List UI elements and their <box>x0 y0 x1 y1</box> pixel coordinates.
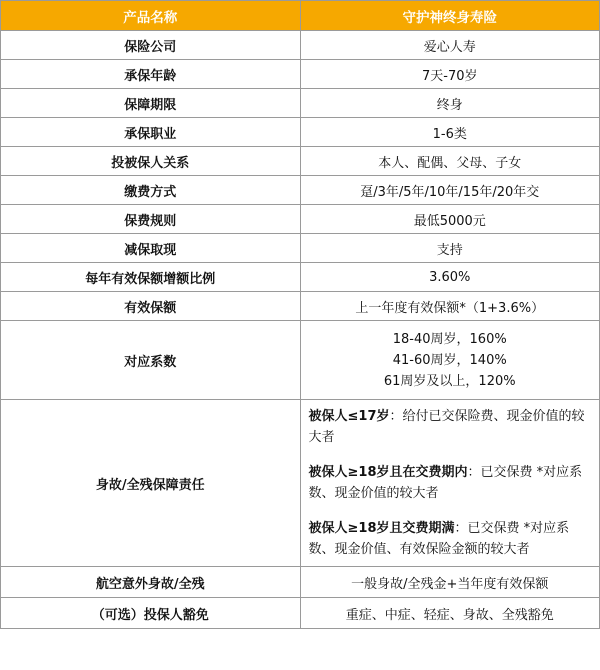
header-label-cell: 产品名称 <box>1 1 301 31</box>
row-label-air-accident: 航空意外身故/全残 <box>1 567 301 598</box>
row-label-occupation: 承保职业 <box>1 118 301 147</box>
row-label-insurer: 保险公司 <box>1 31 301 60</box>
table-row <box>1 400 600 567</box>
row-label-relationship: 投被保人关系 <box>1 147 301 176</box>
row-label-term: 保障期限 <box>1 89 301 118</box>
row-value-growth-rate: 3.60% <box>300 263 600 292</box>
row-label-payment-method: 缴费方式 <box>1 176 301 205</box>
row-value-insurer: 爱心人寿 <box>300 31 600 60</box>
row-value-relationship: 本人、配偶、父母、子女 <box>300 147 600 176</box>
table-row <box>1 263 600 292</box>
table-row <box>1 89 600 118</box>
row-label-waiver: （可选）投保人豁免 <box>1 598 301 629</box>
table-row <box>1 118 600 147</box>
clause-condition: 被保人≥18岁且在交费期内 <box>308 465 468 480</box>
coefficient-line: 61周岁及以上，120% <box>383 373 516 389</box>
row-value-coefficient <box>300 321 600 400</box>
row-value-payment-method: 趸/3年/5年/10年/15年/20年交 <box>300 176 600 205</box>
clause-text: ：给付已交保险费、现金价值的较大者 <box>308 409 585 445</box>
row-label-death-benefit: 身故/全残保障责任 <box>1 400 301 567</box>
coefficient-line: 18-40周岁，160% <box>392 331 507 347</box>
row-value-air-accident: 一般身故/全残金+当年度有效保额 <box>300 567 600 598</box>
clause-text: ：已交保费 *对应系数、现金价值、有效保险金额的较大者 <box>308 521 570 557</box>
table-row <box>1 31 600 60</box>
table-row <box>1 292 600 321</box>
table-row <box>1 147 600 176</box>
table-row <box>1 234 600 263</box>
row-value-waiver: 重症、中症、轻症、身故、全残豁免 <box>300 598 600 629</box>
table-header-row <box>1 1 600 31</box>
row-value-effective-amount: 上一年度有效保额*（1+3.6%） <box>300 292 600 321</box>
table-row <box>1 176 600 205</box>
row-value-premium-rule: 最低5000元 <box>300 205 600 234</box>
clause-condition: 被保人≤17岁 <box>308 409 390 424</box>
table-row <box>1 60 600 89</box>
death-benefit-clause <box>309 518 592 560</box>
row-value-term: 终身 <box>300 89 600 118</box>
table-row <box>1 567 600 598</box>
row-label-age: 承保年龄 <box>1 60 301 89</box>
row-label-premium-rule: 保费规则 <box>1 205 301 234</box>
row-value-age: 7天-70岁 <box>300 60 600 89</box>
table-row <box>1 598 600 629</box>
clause-text: ：已交保费 *对应系数、现金价值的较大者 <box>308 465 583 501</box>
row-value-death-benefit <box>300 400 600 567</box>
table-row <box>1 321 600 400</box>
row-label-coefficient: 对应系数 <box>1 321 301 400</box>
header-product-name-cell: 守护神终身寿险 <box>300 1 600 31</box>
row-value-partial-withdrawal: 支持 <box>300 234 600 263</box>
clause-condition: 被保人≥18岁且交费期满 <box>308 521 455 536</box>
death-benefit-clause <box>309 406 592 448</box>
row-label-growth-rate: 每年有效保额增额比例 <box>1 263 301 292</box>
row-label-partial-withdrawal: 减保取现 <box>1 234 301 263</box>
coefficient-line: 41-60周岁，140% <box>392 352 507 368</box>
table-row <box>1 205 600 234</box>
death-benefit-clause <box>309 462 592 504</box>
row-label-effective-amount: 有效保额 <box>1 292 301 321</box>
row-value-occupation: 1-6类 <box>300 118 600 147</box>
